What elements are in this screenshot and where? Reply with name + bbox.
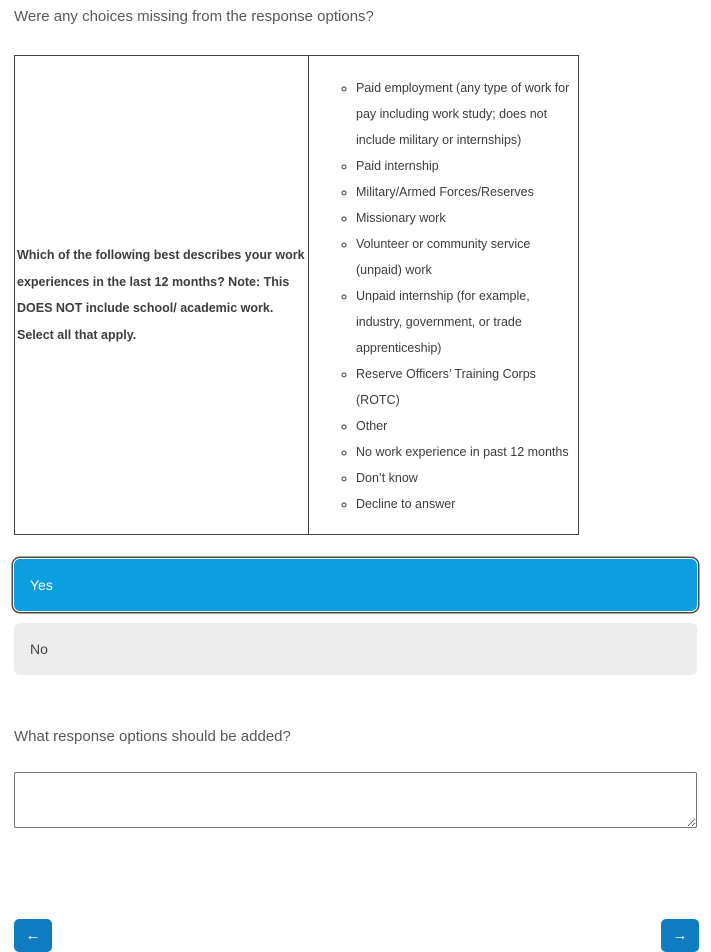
reference-option-item: ◦ Military/Armed Forces/Reserves bbox=[356, 179, 576, 205]
question-add-options: What response options should be added? bbox=[14, 728, 291, 745]
reference-option-item: ◦ Unpaid internship (for example, industry, government, or trade apprenticeship) bbox=[356, 283, 576, 361]
choice-no-button[interactable] bbox=[14, 623, 697, 675]
reference-option-item: ◦ Don’t know bbox=[356, 465, 576, 491]
reference-options-list bbox=[309, 75, 576, 517]
choice-yes-label: Yes bbox=[30, 577, 53, 593]
reference-table-row bbox=[15, 56, 579, 535]
reference-option-item: ◦ Reserve Officers’ Training Corps (ROTC) bbox=[356, 361, 576, 413]
reference-options-cell bbox=[309, 56, 579, 535]
right-arrow-icon: → bbox=[672, 927, 688, 944]
next-button[interactable] bbox=[661, 919, 699, 952]
reference-option-item: ◦ Other bbox=[356, 413, 576, 439]
choice-yes-button[interactable] bbox=[14, 559, 697, 611]
reference-option-item: ◦ Missionary work bbox=[356, 205, 576, 231]
navigation-row bbox=[14, 919, 699, 952]
reference-option-item: ◦ No work experience in past 12 months bbox=[356, 439, 576, 465]
response-options-textarea[interactable] bbox=[14, 772, 697, 828]
reference-option-item: ◦ Paid employment (any type of work for pay including work study; does not include military or internships) bbox=[356, 75, 576, 153]
reference-option-item: ◦ Volunteer or community service (unpaid) work bbox=[356, 231, 576, 283]
question-missing-choices: Were any choices missing from the response options? bbox=[14, 8, 374, 25]
reference-question-cell: Which of the following best describes your work experiences in the last 12 months? Note: This DOES NOT include school/ academic work. Select all that apply. bbox=[15, 56, 309, 535]
reference-option-item: ◦ Paid internship bbox=[356, 153, 576, 179]
reference-option-item: ◦ Decline to answer bbox=[356, 491, 576, 517]
left-arrow-icon: ← bbox=[25, 927, 41, 944]
reference-question-table bbox=[14, 55, 579, 535]
choice-no-label: No bbox=[30, 641, 48, 657]
back-button[interactable] bbox=[14, 919, 52, 952]
